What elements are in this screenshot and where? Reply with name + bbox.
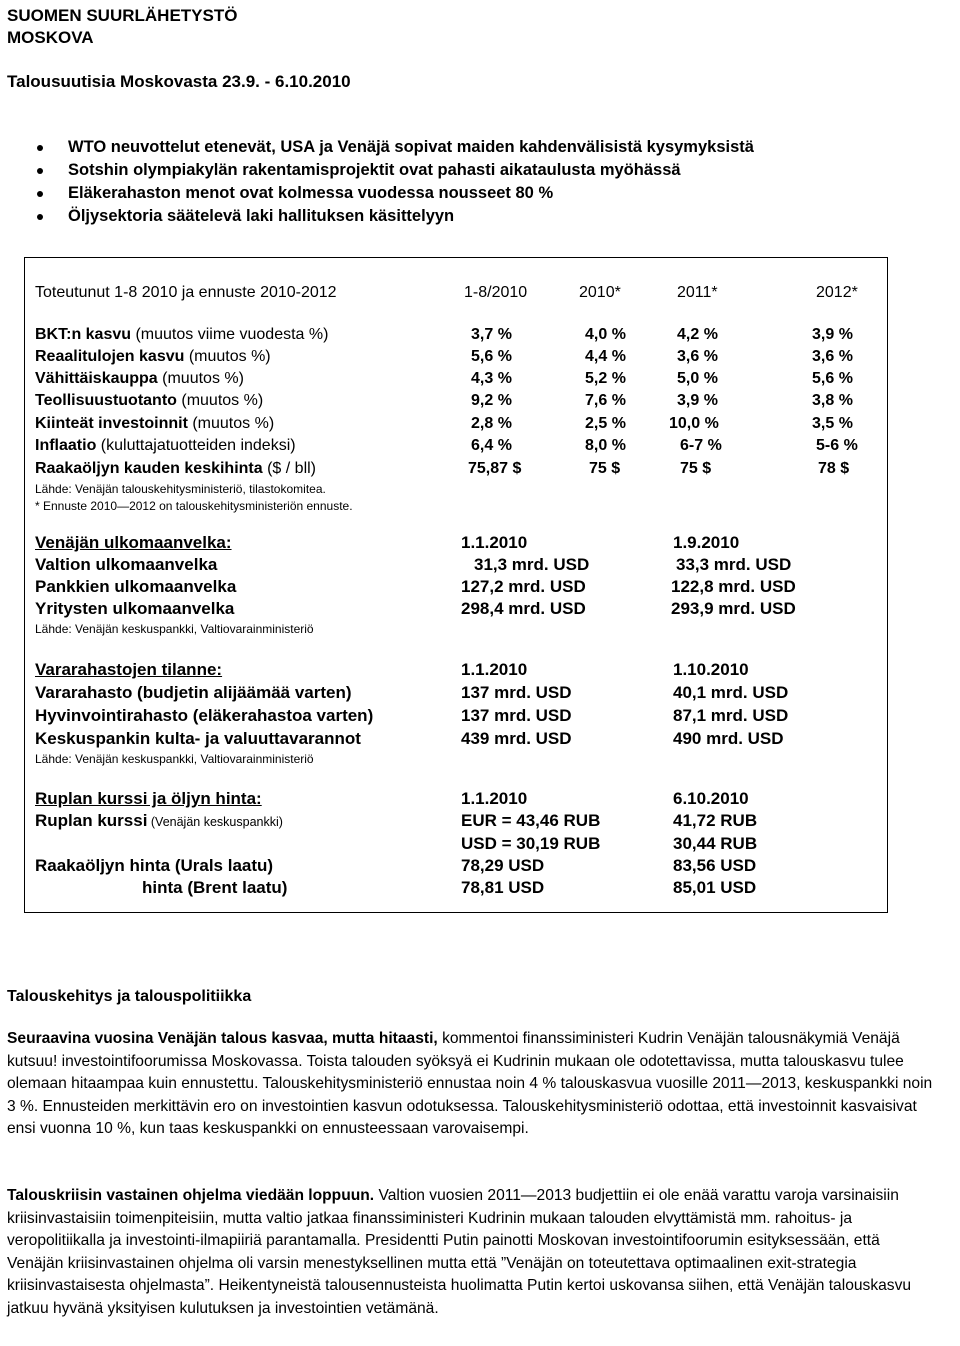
- oil-value: 78,29 USD: [461, 856, 545, 875]
- forecast-footnote: * Ennuste 2010—2012 on talouskehitysministeriön ennuste.: [35, 499, 353, 513]
- reserves-col-header: 1.10.2010: [673, 660, 749, 679]
- ruble-col-header: 1.1.2010: [461, 789, 528, 808]
- oil-row: [35, 877, 895, 899]
- forecast-row: [35, 368, 895, 390]
- value-cell: 75 $: [589, 460, 621, 477]
- embassy-city: MOSKOVA: [7, 28, 94, 47]
- indicator-name: Vähittäiskauppa: [35, 370, 158, 387]
- bullet-icon: [37, 168, 43, 174]
- value-cell: 3,9 %: [812, 326, 853, 343]
- reserves-title: Vararahastojen tilanne:: [35, 660, 223, 679]
- ruble-row: [35, 810, 895, 832]
- reserves-row: [35, 682, 895, 704]
- bullet-icon: [37, 145, 43, 151]
- forecast-title: Toteutunut 1-8 2010 ja ennuste 2010-2012: [35, 284, 337, 301]
- debt-col-header: 1.9.2010: [673, 533, 740, 552]
- indicator-name: Inflaatio: [35, 437, 97, 454]
- headline-item: WTO neuvottelut etenevät, USA ja Venäjä sopivat maiden kahdenvälisistä kysymyksistä: [0, 136, 754, 159]
- oil-value: 83,56 USD: [673, 856, 757, 875]
- forecast-col-header: 2011*: [677, 284, 718, 301]
- indicator-note: (muutos %): [184, 348, 271, 365]
- debt-name: Yritysten ulkomaanvelka: [35, 599, 235, 618]
- headline-item: Eläkerahaston menot ovat kolmessa vuodessa nousseet 80 %: [0, 182, 754, 205]
- forecast-header-row: [35, 282, 895, 304]
- paragraph-lead: Seuraavina vuosina Venäjän talous kasvaa, mutta hitaasti,: [7, 1030, 438, 1047]
- source-note: Lähde: Venäjän keskuspankki, Valtiovarainministeriö: [35, 622, 314, 636]
- value-cell: 6-7 %: [680, 437, 722, 454]
- forecast-col-header: 2010*: [579, 284, 621, 301]
- debt-value: 127,2 mrd. USD: [461, 577, 586, 596]
- paragraph-body: kommentoi finanssiministeri Kudrin Venäjän talousnäkymiä Venäjä kutsuu! investointifoorumissa Moskovassa. Toista talouden syöksyä ei Kudrinin mukaan ole odotettavissa, mutta talouskasvu tulee olemaan hitaampaa kuin ennustettu. Talouskehitysministeriö ennustaa noin 4 % talouskasvua vuosille 2011—2013, keskuspankki noin 3 %. Ennusteiden merkittävin ero on investointien kasvun odotuksessa. Talouskehitysministeriö odottaa, että investoinnit kasvaisivat ensi vuonna 10 %, kun taas keskuspankki on ennusteessaan varovaisempi.: [7, 1030, 933, 1137]
- indicator-name: Teollisuustuotanto: [35, 392, 177, 409]
- reserve-value: 137 mrd. USD: [461, 683, 572, 702]
- debt-title: Venäjän ulkomaanvelka:: [35, 533, 232, 552]
- forecast-row: [35, 324, 895, 346]
- indicator-name: Reaalitulojen kasvu: [35, 348, 185, 365]
- source-note: Lähde: Venäjän talouskehitysministeriö, tilastokomitea.: [35, 482, 326, 496]
- indicator-name: Raakaöljyn kauden keskihinta: [35, 460, 263, 477]
- reserve-value: 87,1 mrd. USD: [673, 706, 789, 725]
- forecast-row: [35, 346, 895, 368]
- value-cell: 8,0 %: [585, 437, 626, 454]
- paragraph-body: Valtion vuosien 2011—2013 budjettiin ei ole enää varattu varoja varsinaisiin kriisinvastaisiin toimenpiteisiin, mutta valtio jatkaa finanssiministeri Kudrinin mukaan talouden elvyttämistä mm. rahoitus- ja veropolitiikalla ja investointi-ilmapiiriä parantamalla. Presidentti Putin painotti Moskovan investointifoorumin esityksessään, että Venäjän kriisinvastainen ohjelma oli varsin menestyksellinen mutta että ”Venäjän on toteutettava optimaalinen exit-strategia kriisinvastaisesta ohjelmasta”. Heikentyneistä talousennusteista huolimatta Putin kertoi uskovansa siihen, että Venäjän talouskasvu jatkuu hyvänä yksityisen kulutuksen ja investointien vetämänä.: [7, 1187, 912, 1317]
- value-cell: 75,87 $: [468, 460, 522, 477]
- indicator-name: Kiinteät investoinnit: [35, 415, 188, 432]
- bullet-icon: [37, 191, 43, 197]
- headline-list: [0, 136, 754, 228]
- oil-value: 78,81 USD: [461, 878, 545, 897]
- debt-row: [35, 576, 895, 598]
- debt-name: Valtion ulkomaanvelka: [35, 555, 218, 574]
- value-cell: 2,8 %: [471, 415, 512, 432]
- value-cell: 3,6 %: [812, 348, 853, 365]
- debt-value: 122,8 mrd. USD: [671, 577, 796, 596]
- value-cell: 5,6 %: [471, 348, 512, 365]
- indicator-note: ($ / bll): [262, 460, 316, 477]
- article-paragraph: [7, 1028, 937, 1141]
- ruble-value: 41,72 RUB: [673, 811, 758, 830]
- indicator-note: (muutos %): [157, 370, 244, 387]
- indicator-note: (muutos viime vuodesta %): [131, 326, 329, 343]
- ruble-value: 30,44 RUB: [673, 834, 758, 853]
- ruble-rate-label: Ruplan kurssi: [35, 811, 148, 830]
- paragraph-lead: Talouskriisin vastainen ohjelma viedään loppuun.: [7, 1187, 375, 1204]
- reserve-value: 40,1 mrd. USD: [673, 683, 789, 702]
- value-cell: 3,6 %: [677, 348, 718, 365]
- debt-header-row: [35, 532, 895, 554]
- indicator-note: (kuluttajatuotteiden indeksi): [96, 437, 296, 454]
- reserve-value: 137 mrd. USD: [461, 706, 572, 725]
- value-cell: 10,0 %: [669, 415, 719, 432]
- debt-value: 298,4 mrd. USD: [461, 599, 586, 618]
- value-cell: 5,0 %: [677, 370, 718, 387]
- ruble-value: EUR = 43,46 RUB: [461, 811, 601, 830]
- headline-item: Öljysektoria säätelevä laki hallituksen käsittelyyn: [0, 205, 754, 228]
- oil-label: hinta (Brent laatu): [142, 878, 288, 897]
- headline-item: Sotshin olympiakylän rakentamisprojektit ovat pahasti aikataulusta myöhässä: [0, 159, 754, 182]
- reserve-name: Keskuspankin kulta- ja valuuttavarannot: [35, 729, 361, 748]
- ruble-title: Ruplan kurssi ja öljyn hinta:: [35, 789, 262, 808]
- value-cell: 3,5 %: [812, 415, 853, 432]
- forecast-col-header: 2012*: [816, 284, 858, 301]
- indicator-note: (muutos %): [176, 392, 264, 409]
- ruble-row: [35, 833, 895, 855]
- ruble-rate-note: (Venäjän keskuspankki): [147, 815, 283, 829]
- reserve-value: 439 mrd. USD: [461, 729, 572, 748]
- debt-name: Pankkien ulkomaanvelka: [35, 577, 237, 596]
- oil-value: 85,01 USD: [673, 878, 757, 897]
- value-cell: 4,0 %: [585, 326, 626, 343]
- value-cell: 6,4 %: [471, 437, 512, 454]
- value-cell: 4,2 %: [677, 326, 718, 343]
- forecast-row: [35, 458, 895, 480]
- value-cell: 78 $: [818, 460, 850, 477]
- value-cell: 3,7 %: [471, 326, 512, 343]
- debt-value: 33,3 mrd. USD: [676, 555, 792, 574]
- value-cell: 3,9 %: [677, 392, 718, 409]
- forecast-row: [35, 435, 895, 457]
- article-paragraph: [7, 1185, 937, 1320]
- debt-row: [35, 554, 895, 576]
- bullet-icon: [37, 214, 43, 220]
- document-subtitle: Talousuutisia Moskovasta 23.9. - 6.10.2010: [7, 72, 351, 91]
- debt-col-header: 1.1.2010: [461, 533, 528, 552]
- value-cell: 75 $: [680, 460, 712, 477]
- value-cell: 4,3 %: [471, 370, 512, 387]
- oil-row: [35, 855, 895, 877]
- value-cell: 5,6 %: [812, 370, 853, 387]
- forecast-row: [35, 413, 895, 435]
- debt-value: 31,3 mrd. USD: [474, 555, 590, 574]
- debt-row: [35, 598, 895, 620]
- indicator-note: (muutos %): [187, 415, 275, 432]
- value-cell: 4,4 %: [585, 348, 626, 365]
- reserves-col-header: 1.1.2010: [461, 660, 528, 679]
- reserve-value: 490 mrd. USD: [673, 729, 784, 748]
- value-cell: 7,6 %: [585, 392, 626, 409]
- value-cell: 5-6 %: [816, 437, 858, 454]
- reserves-row: [35, 705, 895, 727]
- ruble-header-row: [35, 788, 895, 810]
- ruble-value: USD = 30,19 RUB: [461, 834, 601, 853]
- reserve-name: Hyvinvointirahasto (eläkerahastoa varten): [35, 706, 374, 725]
- forecast-row: [35, 390, 895, 412]
- oil-label: Raakaöljyn hinta (Urals laatu): [35, 856, 274, 875]
- section-heading: Talouskehitys ja talouspolitiikka: [7, 988, 252, 1005]
- forecast-col-header: 1-8/2010: [464, 284, 528, 301]
- indicator-name: BKT:n kasvu: [35, 326, 132, 343]
- value-cell: 9,2 %: [471, 392, 512, 409]
- value-cell: 2,5 %: [585, 415, 626, 432]
- reserves-row: [35, 728, 895, 750]
- value-cell: 5,2 %: [585, 370, 626, 387]
- reserve-name: Vararahasto (budjetin alijäämää varten): [35, 683, 352, 702]
- embassy-name: SUOMEN SUURLÄHETYSTÖ: [7, 6, 238, 25]
- reserves-header-row: [35, 659, 895, 681]
- source-note: Lähde: Venäjän keskuspankki, Valtiovarainministeriö: [35, 752, 314, 766]
- value-cell: 3,8 %: [812, 392, 853, 409]
- ruble-col-header: 6.10.2010: [673, 789, 749, 808]
- debt-value: 293,9 mrd. USD: [671, 599, 796, 618]
